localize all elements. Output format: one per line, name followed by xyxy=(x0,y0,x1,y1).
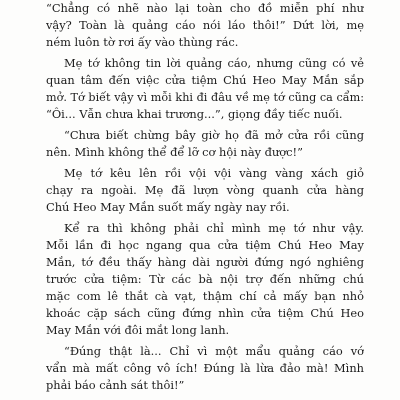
text-line: chạy ra ngoài. Mẹ đã lượn vòng quanh cửa hàng xyxy=(46,183,364,197)
paragraph xyxy=(46,0,364,51)
text-line: ném luôn tờ rơi ấy vào thùng rác. xyxy=(46,35,239,49)
paragraph xyxy=(46,127,364,161)
text-line: Mẹ tớ không tin lời quảng cáo, nhưng cũng có vẻ xyxy=(64,56,364,70)
text-line: khoác cặp sách cũng đứng nhìn cửa tiệm Chú Heo xyxy=(46,306,364,320)
text-line: mở. Tớ biết vậy vì mỗi khi đi đâu về mẹ tớ cũng ca cẩm: xyxy=(46,91,364,104)
text-line: Kể ra thì không phải chỉ mình mẹ tớ như vậy. xyxy=(64,221,364,235)
paragraph xyxy=(46,220,364,339)
text-line: vậy? Toàn là quảng cáo nói láo thôi!” Dứt lời, mẹ xyxy=(46,18,364,32)
text-line: “Ôi... Vẫn chưa khai trương...”, giọng đầy tiếc nuối. xyxy=(46,107,343,121)
paragraph xyxy=(46,343,364,394)
text-line: trước cửa tiệm: Từ các bà nội trợ đến những chú xyxy=(46,272,364,286)
paragraph xyxy=(46,165,364,216)
text-line: “Chưa biết chừng bây giờ họ đã mở cửa rồi cũng xyxy=(64,128,364,142)
text-line: “Chẳng có nhẽ nào lại toàn cho đồ miễn phí như xyxy=(46,1,364,15)
text-line: Mắn, tớ đều thấy hàng dài người đứng ngó nghiêng xyxy=(46,255,364,269)
text-line: May Mắn với đôi mắt long lanh. xyxy=(46,323,230,337)
text-line: nên. Mình không thể để lỡ cơ hội này được!” xyxy=(46,145,303,159)
text-line: mặc com lê thắt cà vạt, thậm chí cả mấy bạn nhỏ xyxy=(46,289,364,303)
paragraph xyxy=(46,55,364,123)
text-line: “Đúng thật là... Chỉ vì một mẩu quảng cáo vớ xyxy=(64,344,364,358)
page-text xyxy=(46,0,364,394)
text-line: vẩn mà mất công vô ích! Đúng là lừa đảo mà! Mình xyxy=(46,361,364,375)
text-line: phải báo cảnh sát thôi!” xyxy=(46,378,185,392)
text-line: Chú Heo May Mắn suốt mấy ngày nay rồi. xyxy=(46,200,290,214)
text-line: Mẹ tớ kêu lên rồi vội vội vàng vàng xách giỏ xyxy=(64,166,364,180)
text-line: Mỗi lần đi học ngang qua cửa tiệm Chú Heo May xyxy=(46,238,364,252)
text-line: quan tâm đến việc cửa tiệm Chú Heo May Mắn sắp xyxy=(46,73,364,87)
